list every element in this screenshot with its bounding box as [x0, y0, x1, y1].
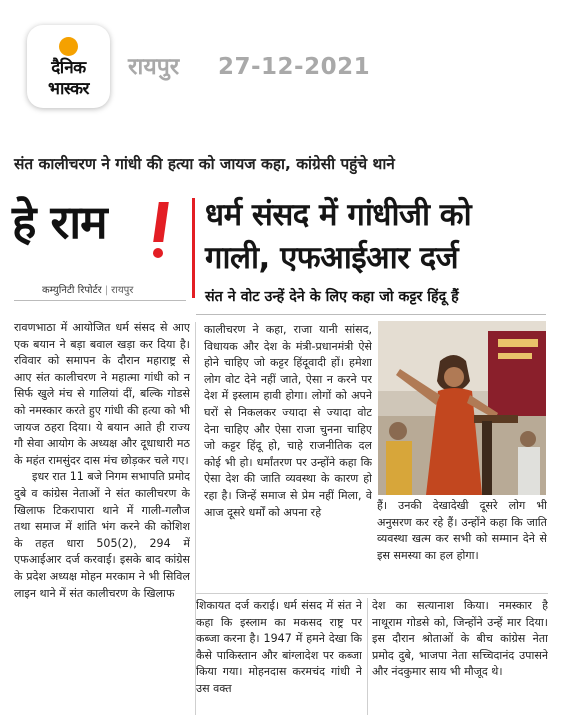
edition-date: 27-12-2021: [218, 54, 371, 80]
photo-caption-column: [377, 498, 547, 590]
article-paragraph: शिकायत दर्ज कराई। धर्म संसद में संत ने कहा कि इस्लाम का मकसद राष्ट्र पर कब्जा करना है। 1947 में हमने देखा कि कैसे पाकिस्तान और बांग्लादेश पर कब्जा किया गया। मोहनदास करमचंद गांधी ने उस वक्त: [196, 599, 362, 695]
main-headline-line1: धर्म संसद में गांधीजी को: [205, 197, 472, 233]
article-paragraph: रावणभाठा में आयोजित धर्म संसद से आए एक बयान ने बड़ा बवाल खड़ा कर दिया है। रविवार को समापन के दौरान महाराष्ट्र से आए संत कालीचरण ने महात्मा गांधी को न सिर्फ खुले मंच से गालियां दीं, बल्कि गोडसे को नमस्कार करते हुए गांधी की हत्या को भी जायज ठहरा दिया। ये बयान आते ही राज्य गौ सेवा आयोग के अध्यक्ष और दूधाधारी मठ के महंत रामसुंदर दास मंच छोड़कर चले गए।: [14, 321, 190, 467]
sun-icon: [59, 37, 78, 56]
article-photo: [378, 321, 546, 495]
logo-text-line1: दैनिक: [51, 58, 86, 78]
kicker-headline: संत कालीचरण ने गांधी की हत्या को जायज कहा, कांग्रेसी पहुंचे थाने: [14, 155, 395, 173]
byline-rule: [14, 300, 186, 301]
subhead-rule: [196, 314, 546, 315]
byline-reporter: कम्युनिटी रिपोर्टर: [42, 285, 102, 296]
masthead: [0, 0, 573, 118]
article-paragraph: देश का सत्यानाश किया। नमस्कार है नाथूराम गोडसे को, जिन्होंने उन्हें मार दिया। इस दौरान श्रोताओं के बीच कांग्रेस नेता प्रमोद दुबे, भाजपा नेता सच्चिदानंद उपासने और नंदकुमार साय भी मौजूद थे।: [372, 599, 548, 679]
article-paragraph: कालीचरण ने कहा, राजा यानी सांसद, विधायक और देश के मंत्री-प्रधानमंत्री ऐसे होने चाहिए जो कट्टर हिंदूवादी हों। हमेशा लोग वोट देने नहीं जाते, ऐसा न करने पर देश में इस्लाम हावी होगा। लोगों को अपने घरों से निकलकर ज्यादा से ज्यादा वोट देना चाहिए और ऐसा राजा चुनना चाहिए जो कट्टर हिंदू हो, चाहे राजनीतिक दल कोई भी हो। धर्मांतरण पर उन्होंने कहा कि ऐसा देश की जाति व्यवस्था के कारण हो रहा है। जिन्हें समाज से प्रेम नहीं मिला, वे आज दूसरे धर्मों को अपना रहे: [204, 323, 372, 519]
byline: [42, 282, 133, 296]
section-rule: [196, 593, 548, 594]
main-headline: [205, 194, 565, 280]
column-divider: [367, 598, 368, 715]
exclamation-mark-icon: [156, 202, 168, 258]
headline-divider: [192, 198, 195, 298]
article-column-1: [14, 320, 190, 715]
article-column-4: [196, 598, 362, 715]
article-column-5: [372, 598, 548, 715]
newspaper-logo: [27, 25, 110, 108]
logo-text-line2: भास्कर: [48, 79, 89, 99]
byline-separator: |: [104, 285, 109, 296]
article-column-2: [204, 322, 372, 590]
byline-city: रायपुर: [111, 285, 134, 296]
article-paragraph: हैं। उनकी देखादेखी दूसरे लोग भी अनुसरण कर रहे हैं। उन्होंने कहा कि जाति व्यवस्था खत्म कर सभी को सम्मान देने से इस समस्या का हल होगा।: [377, 499, 547, 562]
edition-city: रायपुर: [128, 54, 180, 80]
subheadline: संत ने वोट उन्हें देने के लिए कहा जो कट्टर हिंदू हैं: [205, 289, 459, 305]
article-paragraph: इधर रात 11 बजे निगम सभापति प्रमोद दुबे व कांग्रेस नेताओं ने संत कालीचरण के खिलाफ टिकरापारा थाने में गाली-गलौज तथा समाज में शांति भंग करने की कोशिश के तहत धारा 505(2), 294 में एफआईआर दर्ज करवाई। इसके बाद कांग्रेस के प्रदेश अध्यक्ष मोहन मरकाम ने भी सिविल लाइन थाने में संत कालीचरण के खिलाफ: [14, 470, 190, 600]
headline-he-ram: हे राम: [12, 195, 107, 249]
main-headline-line2: गाली, एफआईआर दर्ज: [205, 239, 459, 276]
